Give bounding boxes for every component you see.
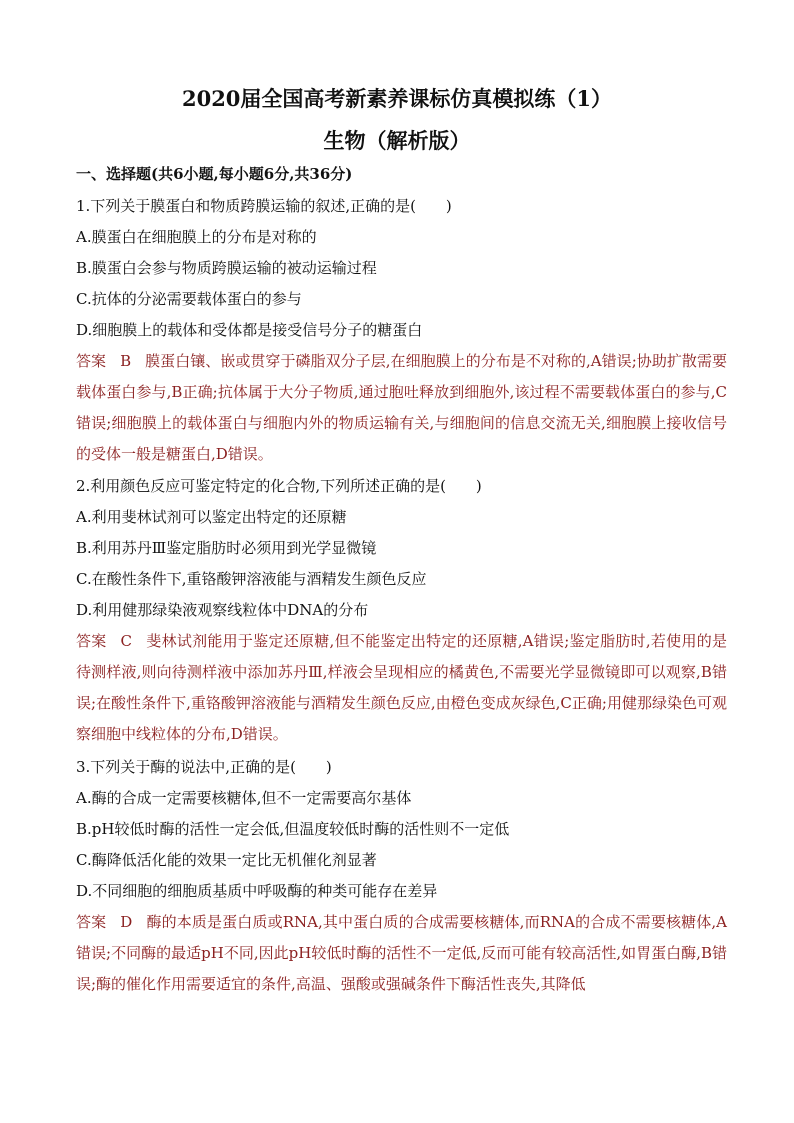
answer-explanation: 酶的本质是蛋白质或RNA,其中蛋白质的合成需要核糖体,而RNA的合成不需要核糖体,A错误;不同酶的最适pH不同,因此pH较低时酶的活性不一定低,反而可能有较高活性,如胃蛋白酶,B错误;酶的催化作用需要适宜的条件,高温、强酸或强碱条件下酶活性丧失,其降低 — [76, 913, 727, 993]
question-3-option-d: D.不同细胞的细胞质基质中呼吸酶的种类可能存在差异 — [76, 882, 438, 900]
question-1-option-d: D.细胞膜上的载体和受体都是接受信号分子的糖蛋白 — [76, 321, 423, 339]
question-2-option-b: B.利用苏丹Ⅲ鉴定脂肪时必须用到光学显微镜 — [76, 539, 377, 557]
answer-key: B — [120, 352, 132, 370]
question-3-option-a: A.酶的合成一定需要核糖体,但不一定需要高尔基体 — [76, 789, 412, 807]
document-title: 2020届全国高考新素养课标仿真模拟练（1） — [181, 86, 613, 111]
question-1-answer — [76, 346, 727, 470]
section-header: 一、选择题(共6小题,每小题6分,共36分) — [76, 165, 353, 183]
answer-explanation: 斐林试剂能用于鉴定还原糖,但不能鉴定出特定的还原糖,A错误;鉴定脂肪时,若使用的是待测样液,则向待测样液中添加苏丹Ⅲ,样液会呈现相应的橘黄色,不需要光学显微镜即可以观察,B错误;在酸性条件下,重铬酸钾溶液能与酒精发生颜色反应,由橙色变成灰绿色,C正确;用健那绿染色可观察细胞中线粒体的分布,D错误。 — [76, 632, 727, 743]
question-3-answer — [76, 907, 727, 1000]
question-2-option-a: A.利用斐林试剂可以鉴定出特定的还原糖 — [76, 508, 347, 526]
answer-key: D — [120, 913, 133, 931]
answer-label: 答案 — [76, 352, 107, 370]
question-1-option-a: A.膜蛋白在细胞膜上的分布是对称的 — [76, 228, 317, 246]
question-2-option-c: C.在酸性条件下,重铬酸钾溶液能与酒精发生颜色反应 — [76, 570, 427, 588]
document-subtitle: 生物（解析版） — [323, 128, 471, 153]
question-3-stem: 3.下列关于酶的说法中,正确的是( ) — [76, 758, 332, 776]
question-2-option-d: D.利用健那绿染液观察线粒体中DNA的分布 — [76, 601, 369, 619]
question-1-stem: 1.下列关于膜蛋白和物质跨膜运输的叙述,正确的是( ) — [76, 197, 452, 215]
question-1-option-c: C.抗体的分泌需要载体蛋白的参与 — [76, 290, 302, 308]
question-2-answer — [76, 626, 727, 750]
answer-key: C — [120, 632, 133, 650]
question-3-option-b: B.pH较低时酶的活性一定会低,但温度较低时酶的活性则不一定低 — [76, 820, 510, 838]
answer-label: 答案 — [76, 632, 107, 650]
question-1-option-b: B.膜蛋白会参与物质跨膜运输的被动运输过程 — [76, 259, 377, 277]
question-2-stem: 2.利用颜色反应可鉴定特定的化合物,下列所述正确的是( ) — [76, 477, 482, 495]
question-3-option-c: C.酶降低活化能的效果一定比无机催化剂显著 — [76, 851, 377, 869]
answer-explanation: 膜蛋白镶、嵌或贯穿于磷脂双分子层,在细胞膜上的分布是不对称的,A错误;协助扩散需要载体蛋白参与,B正确;抗体属于大分子物质,通过胞吐释放到细胞外,该过程不需要载体蛋白的参与,C错误;细胞膜上的载体蛋白与细胞内外的物质运输有关,与细胞间的信息交流无关,细胞膜上接收信号的受体一般是糖蛋白,D错误。 — [76, 352, 727, 463]
answer-label: 答案 — [76, 913, 107, 931]
